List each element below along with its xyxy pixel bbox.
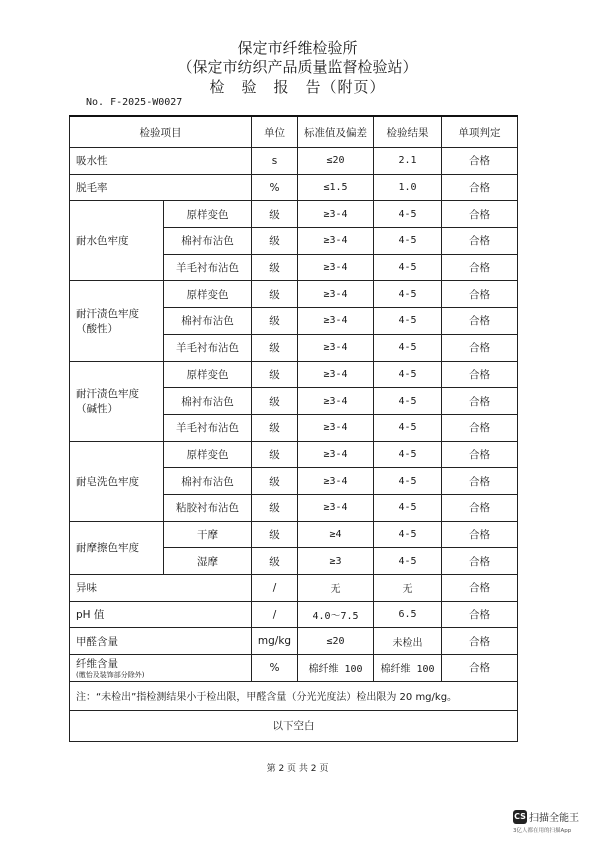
result-cell: 4-5: [374, 441, 442, 468]
verdict-cell: 合格: [442, 254, 518, 281]
verdict-cell: 合格: [442, 521, 518, 548]
group-label: 耐水色牢度: [76, 235, 129, 248]
result-cell: 4-5: [374, 468, 442, 495]
sub-item-cell: 棉衬布沾色: [164, 228, 252, 255]
result-cell: 棉纤维 100: [374, 655, 442, 682]
report-title: 检 验 报 告（附页）: [209, 78, 386, 96]
table-row: [70, 655, 518, 682]
standard-cell: ≥3-4: [298, 414, 374, 441]
result-cell: 6.5: [374, 601, 442, 628]
verdict-cell: 合格: [442, 308, 518, 335]
col-header-unit: 单位: [252, 116, 298, 148]
verdict-cell: 合格: [442, 601, 518, 628]
item-label: 吸水性: [76, 155, 108, 168]
verdict-cell: 合格: [442, 494, 518, 521]
note-text: 注：“未检出”指检测结果小于检出限，甲醛含量（分光光度法）检出限为 20 mg/kg。: [70, 681, 518, 710]
blank-text: 以下空白: [70, 710, 518, 741]
sub-item-cell: 湿摩: [164, 548, 252, 575]
item-cell: [70, 174, 252, 201]
standard-cell: ≤20: [298, 628, 374, 655]
standard-cell: ≤1.5: [298, 174, 374, 201]
sub-item-cell: 羊毛衬布沾色: [164, 254, 252, 281]
group-label: 耐摩擦色牢度: [76, 542, 139, 555]
standard-cell: 无: [298, 575, 374, 602]
verdict-cell: 合格: [442, 148, 518, 175]
blank-row: [70, 710, 518, 741]
result-cell: 4-5: [374, 281, 442, 308]
table-row: [70, 201, 518, 228]
verdict-cell: 合格: [442, 414, 518, 441]
unit-cell: %: [252, 174, 298, 201]
result-cell: 4-5: [374, 361, 442, 388]
item-note: (缴怡及装饰部分除外): [76, 670, 145, 679]
unit-cell: 级: [252, 201, 298, 228]
standard-cell: ≥3-4: [298, 254, 374, 281]
table-row: [70, 441, 518, 468]
watermark-name: 扫描全能王: [529, 813, 579, 824]
group-label: 耐皂洗色牢度: [76, 475, 139, 488]
unit-cell: 级: [252, 254, 298, 281]
sub-item-cell: 干摩: [164, 521, 252, 548]
table-row: [70, 281, 518, 308]
verdict-cell: 合格: [442, 655, 518, 682]
item-cell: [70, 148, 252, 175]
table-row: [70, 174, 518, 201]
unit-cell: /: [252, 601, 298, 628]
unit-cell: 级: [252, 441, 298, 468]
col-header-result: 检验结果: [374, 116, 442, 148]
note-row: [70, 681, 518, 710]
result-cell: 2.1: [374, 148, 442, 175]
standard-cell: ≥3: [298, 548, 374, 575]
standard-cell: ≥3-4: [298, 308, 374, 335]
standard-cell: 棉纤维 100: [298, 655, 374, 682]
report-number: No. F-2025-W0027: [86, 97, 183, 108]
sub-item-cell: 粘胶衬布沾色: [164, 494, 252, 521]
group-sublabel: （酸性）: [76, 322, 118, 335]
item-cell: [70, 575, 252, 602]
sub-item-cell: 原样变色: [164, 201, 252, 228]
verdict-cell: 合格: [442, 228, 518, 255]
result-cell: 4-5: [374, 254, 442, 281]
unit-cell: 级: [252, 228, 298, 255]
inspection-table: [69, 115, 518, 742]
result-cell: 4-5: [374, 494, 442, 521]
watermark-tagline: 3亿人都在用的扫描App: [513, 828, 572, 834]
unit-cell: mg/kg: [252, 628, 298, 655]
result-cell: 4-5: [374, 414, 442, 441]
verdict-cell: 合格: [442, 575, 518, 602]
standard-cell: ≥3-4: [298, 494, 374, 521]
col-header-verdict: 单项判定: [442, 116, 518, 148]
scanner-watermark: [513, 806, 593, 834]
col-header-item: 检验项目: [70, 116, 252, 148]
unit-cell: s: [252, 148, 298, 175]
sub-item-cell: 原样变色: [164, 361, 252, 388]
org-name: 保定市纤维检验所: [237, 39, 358, 57]
standard-cell: ≥3-4: [298, 441, 374, 468]
unit-cell: 级: [252, 388, 298, 415]
table-row: [70, 361, 518, 388]
result-cell: 4-5: [374, 388, 442, 415]
sub-item-cell: 棉衬布沾色: [164, 388, 252, 415]
standard-cell: ≥3-4: [298, 388, 374, 415]
verdict-cell: 合格: [442, 628, 518, 655]
unit-cell: 级: [252, 494, 298, 521]
standard-cell: 4.0～7.5: [298, 601, 374, 628]
group-cell: [70, 281, 164, 361]
verdict-cell: 合格: [442, 361, 518, 388]
verdict-cell: 合格: [442, 548, 518, 575]
result-cell: 4-5: [374, 228, 442, 255]
result-cell: 1.0: [374, 174, 442, 201]
standard-cell: ≥3-4: [298, 281, 374, 308]
sub-item-cell: 原样变色: [164, 281, 252, 308]
group-cell: [70, 201, 164, 281]
verdict-cell: 合格: [442, 174, 518, 201]
group-sublabel: （碱性）: [76, 403, 118, 416]
standard-cell: ≥4: [298, 521, 374, 548]
item-label: 纤维含量: [76, 657, 118, 670]
result-cell: 4-5: [374, 334, 442, 361]
group-cell: [70, 521, 164, 574]
item-label: 脱毛率: [76, 182, 108, 195]
page-footer: 第 2 页 共 2 页: [266, 764, 329, 774]
verdict-cell: 合格: [442, 388, 518, 415]
group-label: 耐汗渍色牢度: [76, 388, 139, 401]
sub-item-cell: 羊毛衬布沾色: [164, 334, 252, 361]
unit-cell: /: [252, 575, 298, 602]
verdict-cell: 合格: [442, 201, 518, 228]
unit-cell: 级: [252, 308, 298, 335]
group-cell: [70, 441, 164, 521]
standard-cell: ≥3-4: [298, 228, 374, 255]
unit-cell: 级: [252, 281, 298, 308]
item-label: 异味: [76, 582, 97, 595]
table-row: [70, 575, 518, 602]
result-cell: 4-5: [374, 201, 442, 228]
result-cell: 4-5: [374, 521, 442, 548]
item-cell: [70, 655, 252, 682]
table-row: [70, 148, 518, 175]
unit-cell: %: [252, 655, 298, 682]
result-cell: 无: [374, 575, 442, 602]
group-cell: [70, 361, 164, 441]
standard-cell: ≥3-4: [298, 201, 374, 228]
col-header-standard: 标准值及偏差: [298, 116, 374, 148]
unit-cell: 级: [252, 548, 298, 575]
result-cell: 4-5: [374, 308, 442, 335]
camscanner-logo-icon: CS: [513, 810, 527, 824]
standard-cell: ≥3-4: [298, 468, 374, 495]
item-cell: [70, 601, 252, 628]
verdict-cell: 合格: [442, 334, 518, 361]
standard-cell: ≥3-4: [298, 361, 374, 388]
result-cell: 4-5: [374, 548, 442, 575]
standard-cell: ≤20: [298, 148, 374, 175]
item-label: pH 值: [76, 609, 105, 622]
sub-item-cell: 羊毛衬布沾色: [164, 414, 252, 441]
org-subtitle: （保定市纺织产品质量监督检验站）: [177, 58, 418, 76]
verdict-cell: 合格: [442, 281, 518, 308]
item-cell: [70, 628, 252, 655]
sub-item-cell: 原样变色: [164, 441, 252, 468]
table-row: [70, 521, 518, 548]
result-cell: 未检出: [374, 628, 442, 655]
unit-cell: 级: [252, 334, 298, 361]
unit-cell: 级: [252, 468, 298, 495]
unit-cell: 级: [252, 361, 298, 388]
verdict-cell: 合格: [442, 468, 518, 495]
item-label: 甲醛含量: [76, 635, 118, 648]
sub-item-cell: 棉衬布沾色: [164, 308, 252, 335]
sub-item-cell: 棉衬布沾色: [164, 468, 252, 495]
table-header-row: [70, 116, 518, 148]
verdict-cell: 合格: [442, 441, 518, 468]
group-label: 耐汗渍色牢度: [76, 307, 139, 320]
unit-cell: 级: [252, 414, 298, 441]
unit-cell: 级: [252, 521, 298, 548]
standard-cell: ≥3-4: [298, 334, 374, 361]
table-row: [70, 628, 518, 655]
table-row: [70, 601, 518, 628]
